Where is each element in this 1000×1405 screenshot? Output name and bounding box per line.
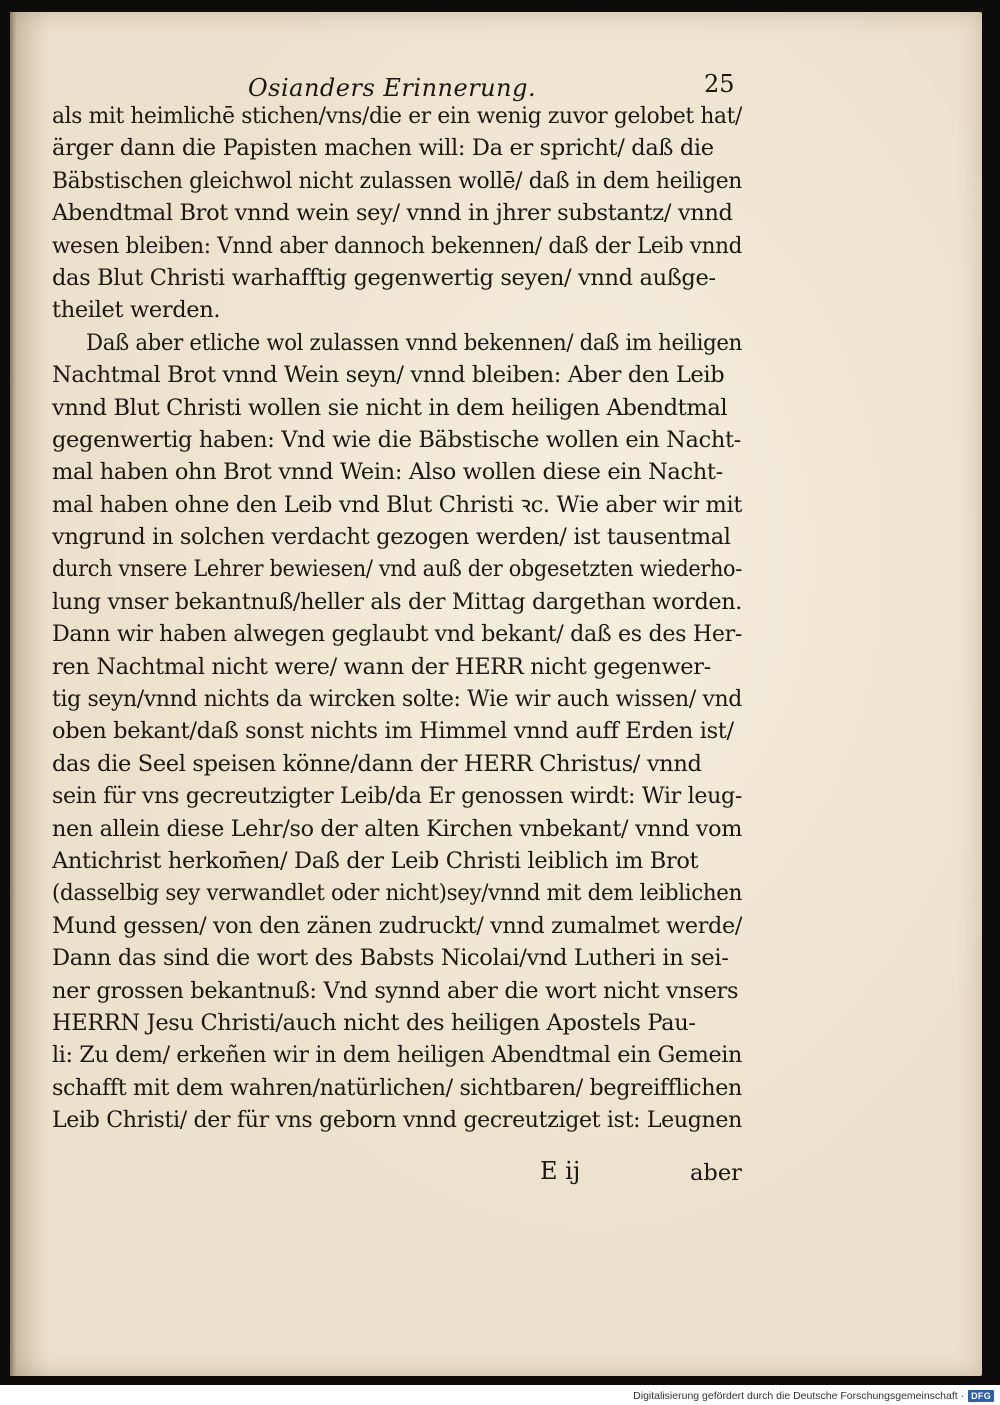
text-line: vnnd Blut Christi wollen sie nicht in dem heiligen Abendtmal xyxy=(52,394,728,421)
text-line: ner grossen bekantnuß: Vnd synnd aber die wort nicht vnsers xyxy=(52,977,739,1004)
catchword: aber xyxy=(690,1160,742,1186)
text-line: lung vnser bekantnuß/heller als der Mittag dargethan worden. xyxy=(52,588,742,615)
text-line: das Blut Christi warhafftig gegenwertig seyen/ vnnd außge- xyxy=(52,264,716,291)
text-line: Nachtmal Brot vnnd Wein seyn/ vnnd bleiben: Aber den Leib xyxy=(52,362,725,389)
text-line: durch vnsere Lehrer bewiesen/ vnd auß der obgesetzten wiederho- xyxy=(52,556,742,583)
text-line: gegenwertig haben: Vnd wie die Bäbstische wollen ein Nacht- xyxy=(52,426,741,453)
text-line: Daß aber etliche wol zulassen vnnd bekennen/ daß im heiligen xyxy=(86,329,742,356)
text-line: Leib Christi/ der für vns geborn vnnd gecreutziget ist: Leugnen xyxy=(52,1107,742,1134)
text-line: HERRN Jesu Christi/auch nicht des heiligen Apostels Pau- xyxy=(52,1009,696,1036)
text-line: tig seyn/vnnd nichts da wircken solte: Wie wir auch wissen/ vnd xyxy=(52,686,742,713)
text-line: wesen bleiben: Vnnd aber dannoch bekennen/ daß der Leib vnnd xyxy=(52,232,742,259)
body-text xyxy=(52,100,752,1137)
text-line: ren Nachtmal nicht were/ wann der HERR nicht gegenwer- xyxy=(52,653,711,680)
text-line: li: Zu dem/ erkeñen wir in dem heiligen Abendtmal ein Gemein xyxy=(52,1042,742,1069)
text-line: oben bekant/daß sonst nichts im Himmel vnnd auff Erden ist/ xyxy=(52,718,734,745)
text-line: das die Seel speisen könne/dann der HERR Christus/ vnnd xyxy=(52,750,702,777)
text-line: Abendtmal Brot vnnd wein sey/ vnnd in jhrer substantz/ vnnd xyxy=(52,200,733,227)
text-line: (dasselbig sey verwandlet oder nicht)sey/vnnd mit dem leiblichen xyxy=(52,880,742,907)
funding-credit-text: Digitalisierung gefördert durch die Deutsche Forschungsgemeinschaft · xyxy=(633,1390,965,1402)
page-gutter-shadow xyxy=(10,12,16,1376)
text-line: vngrund in solchen verdacht gezogen werden/ ist tausentmal xyxy=(52,524,731,551)
signature-mark: E ij xyxy=(540,1157,581,1185)
text-line: ärger dann die Papisten machen will: Da er spricht/ daß die xyxy=(52,135,714,162)
text-line: Mund gessen/ von den zänen zudruckt/ vnnd zumalmet werde/ xyxy=(52,912,742,939)
text-line: als mit heimlichē stichen/vns/die er ein wenig zuvor gelobet hat/ xyxy=(52,103,742,129)
text-line: Bäbstischen gleichwol nicht zulassen wollē/ daß in dem heiligen xyxy=(52,167,742,194)
page-number: 25 xyxy=(704,70,735,98)
running-head: Osianders Erinnerung. xyxy=(248,74,537,102)
text-line: theilet werden. xyxy=(52,297,221,324)
footer-credit xyxy=(633,1388,994,1404)
text-line: Dann das sind die wort des Babsts Nicolai/vnd Lutheri in sei- xyxy=(52,945,729,972)
text-line: Antichrist herkom̄en/ Daß der Leib Christi leiblich im Brot xyxy=(52,847,699,874)
text-line: Dann wir haben alwegen geglaubt vnd bekant/ daß es des Her- xyxy=(52,621,742,648)
text-line: schafft mit dem wahren/natürlichen/ sichtbaren/ begreifflichen xyxy=(52,1074,742,1101)
text-line: mal haben ohn Brot vnnd Wein: Also wollen diese ein Nacht- xyxy=(52,459,723,486)
text-line: mal haben ohne den Leib vnd Blut Christi ꝛc. Wie aber wir mit xyxy=(52,491,742,518)
text-line: nen allein diese Lehr/so der alten Kirchen vnbekant/ vnnd vom xyxy=(52,815,742,842)
dfg-logo: DFG xyxy=(968,1390,994,1402)
text-line: sein für vns gecreutzigter Leib/da Er genossen wirdt: Wir leug- xyxy=(52,783,742,810)
